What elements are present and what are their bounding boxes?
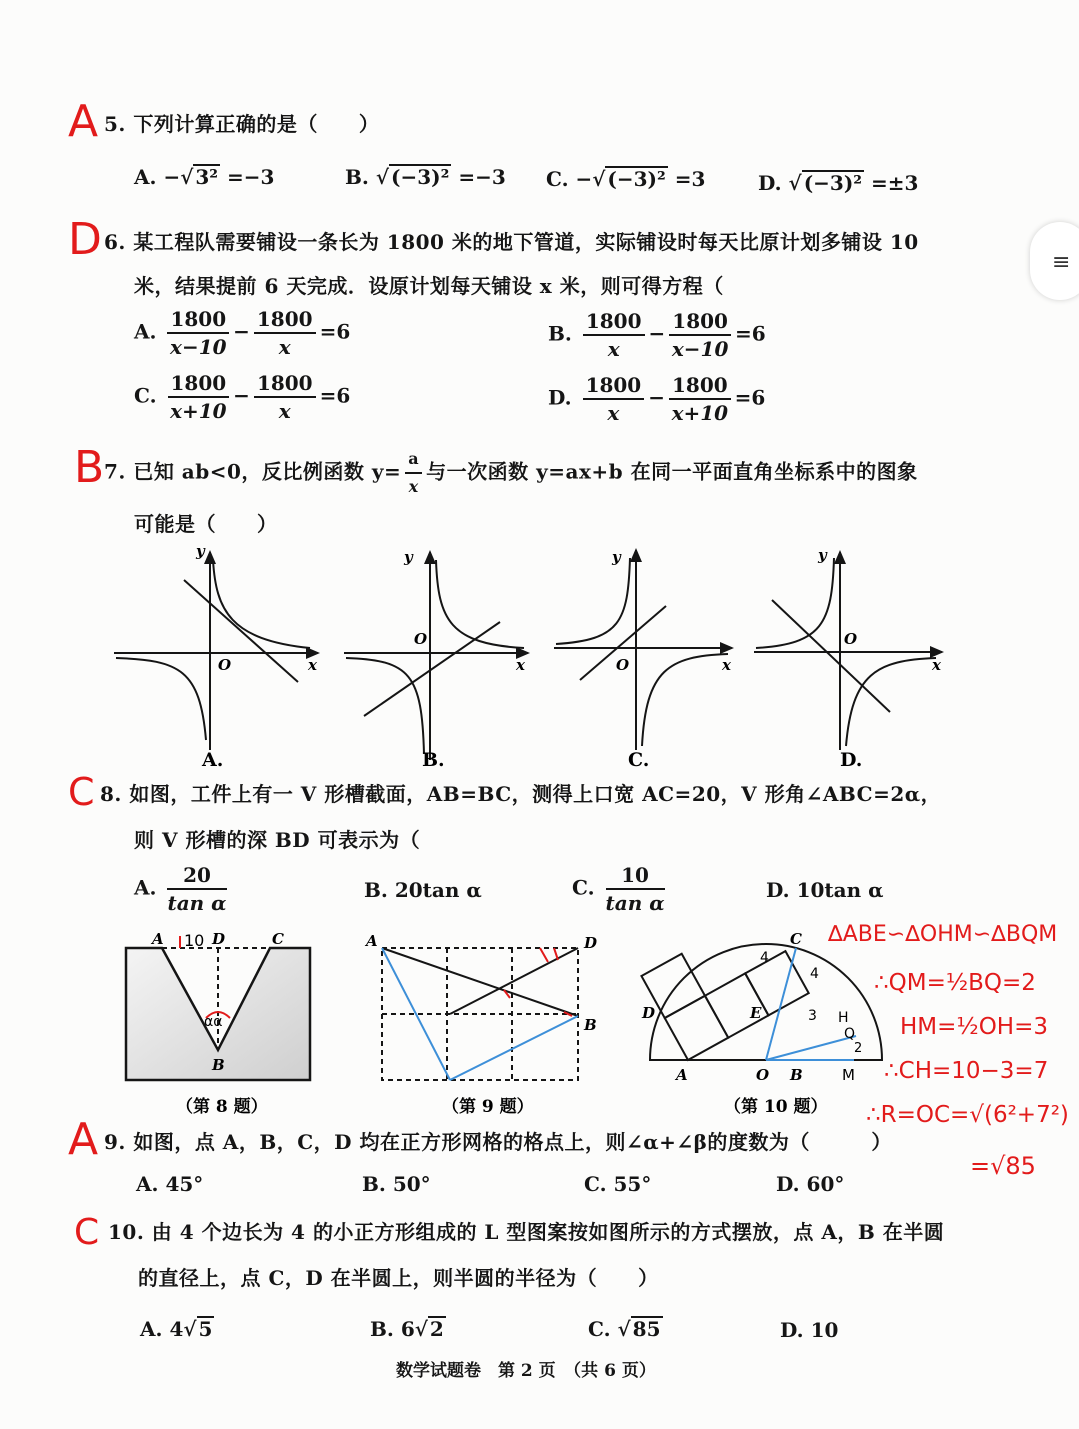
q6-line2: 米，结果提前 6 天完成．设原计划每天铺设 x 米，则可得方程（: [134, 274, 724, 298]
fig9-point-b: B: [584, 1016, 597, 1034]
q10-answer-mark: C: [74, 1212, 100, 1253]
fig10-point-d: D: [642, 1004, 656, 1022]
figure-9: [382, 948, 578, 1080]
q7-line2: 可能是（ ）: [134, 512, 278, 536]
q10-option-b: B. 6√ 2: [370, 1317, 444, 1341]
graph-d-x-label: x: [932, 656, 941, 674]
fig8-note-alpha: αα: [204, 1014, 223, 1030]
figures-row: [110, 926, 900, 1122]
q9-option-d: D. 60°: [776, 1172, 845, 1196]
fig8-point-d: D: [212, 930, 226, 948]
fig9-point-d: D: [584, 934, 598, 952]
graph-d-origin: O: [844, 630, 858, 648]
q6-line1: 6. 某工程队需要铺设一条长为 1800 米的地下管道，实际铺设时每天比原计划多铺设 10: [104, 230, 919, 254]
graph-c: [554, 550, 732, 750]
fig9-caption: （第 9 题）: [442, 1097, 534, 1117]
fig10-point-c: C: [790, 930, 802, 948]
graph-b-y-label: y: [404, 548, 413, 566]
fig10-note-2: 2: [854, 1041, 863, 1056]
q5-option-a: A. −√ 3² =−3: [134, 165, 275, 189]
graph-b-x-label: x: [516, 656, 525, 674]
q10-line2: 的直径上，点 C，D 在半圆上，则半圆的半径为（ ）: [138, 1266, 659, 1290]
q8-option-c: C. $\frac{10}{\text{tan α}}$: [572, 863, 665, 915]
graph-d-label: D.: [840, 749, 863, 771]
graph-a-label: A.: [202, 749, 224, 771]
q9-option-c: C. 55°: [584, 1172, 652, 1196]
fig10-point-o: O: [756, 1066, 770, 1084]
fig10-point-a: A: [676, 1066, 688, 1084]
graph-a-x-label: x: [308, 656, 317, 674]
note-ch: ∴CH=10−3=7: [884, 1058, 1049, 1084]
fig8-point-b: B: [212, 1056, 225, 1074]
q9-stem: 9. 如图，点 A，B，C，D 均在正方形网格的格点上，则∠α+∠β的度数为（ ）: [104, 1130, 892, 1154]
q8-line2: 则 V 形槽的深 BD 可表示为（: [134, 828, 421, 852]
q5-stem: 5. 下列计算正确的是（ ）: [104, 112, 380, 136]
fig10-point-e: E: [750, 1004, 762, 1022]
fig8-caption: （第 8 题）: [176, 1097, 268, 1117]
graph-a: [114, 552, 318, 750]
graph-c-origin: O: [616, 656, 630, 674]
q6-option-b: B. $\frac{1800}{x}$ − $\frac{1800}{x-10}$ =6: [548, 309, 766, 361]
fig10-note-4b: 4: [810, 966, 819, 982]
q5-option-b: B. √ (−3)² =−3: [345, 165, 506, 189]
q5-option-c: C. −√ (−3)² =3: [546, 167, 706, 191]
q8-option-a: A. $\frac{20}{\text{tan α}}$: [134, 863, 227, 915]
fig10-point-b: B: [790, 1066, 803, 1084]
fig8-point-a: A: [152, 930, 164, 948]
q6-answer-mark: D: [68, 214, 102, 265]
q8-option-b: B. 20tan α: [364, 878, 482, 902]
fig10-note-4a: 4: [760, 950, 769, 966]
fig10-point-q: Q: [844, 1026, 856, 1042]
floating-menu-button[interactable]: [1030, 222, 1079, 300]
graph-c-y-label: y: [612, 548, 621, 566]
q6-option-a: A. $\frac{1800}{x-10}$ − $\frac{1800}{x}$ =6: [134, 307, 351, 359]
q7-stem: 7. 已知 ab<0，反比例函数 y= $\frac{a}{x}$ 与一次函数 y=ax+b 在同一平面直角坐标系中的图象: [104, 446, 918, 500]
fig8-note-10: 10: [184, 931, 205, 950]
page-footer: 数学试题卷 第 2 页 （共 6 页）: [396, 1361, 656, 1381]
graph-a-origin: O: [218, 656, 232, 674]
q7-answer-mark: B: [74, 442, 105, 493]
q5-option-d: D. √ (−3)² =±3: [758, 171, 919, 195]
q8-answer-mark: C: [68, 770, 95, 814]
graph-d-y-label: y: [818, 546, 827, 564]
q6-option-d: D. $\frac{1800}{x}$ − $\frac{1800}{x+10}$ =6: [548, 373, 766, 425]
graph-b: [344, 552, 528, 760]
graph-b-label: B.: [422, 749, 445, 771]
q9-option-b: B. 50°: [362, 1172, 431, 1196]
fig10-point-h: H: [838, 1010, 849, 1026]
q10-option-d: D. 10: [780, 1318, 839, 1342]
fig9-point-a: A: [366, 932, 378, 950]
note-radius: ∴R=OC=√(6²+7²): [866, 1102, 1069, 1128]
fig10-note-3: 3: [808, 1008, 817, 1024]
note-qm: ∴QM=½BQ=2: [874, 970, 1036, 996]
graph-c-label: C.: [628, 749, 650, 771]
q10-line1: 10. 由 4 个边长为 4 的小正方形组成的 L 型图案按如图所示的方式摆放，点 A，B 在半圆: [108, 1220, 945, 1244]
graph-c-x-label: x: [722, 656, 731, 674]
q9-option-a: A. 45°: [136, 1172, 204, 1196]
q7-graphs: [100, 540, 960, 780]
q10-option-a: A. 4√ 5: [140, 1317, 213, 1341]
fig10-caption: （第 10 题）: [724, 1097, 828, 1117]
note-hm: HM=½OH=3: [900, 1014, 1049, 1040]
q6-option-c: C. $\frac{1800}{x+10}$ − $\frac{1800}{x}$ =6: [134, 371, 351, 423]
fig10-point-m: M: [842, 1066, 855, 1084]
q10-option-c: C. √ 85: [588, 1317, 661, 1341]
q5-answer-mark: A: [68, 96, 99, 147]
graph-b-origin: O: [414, 630, 428, 648]
q8-option-d: D. 10tan α: [766, 878, 884, 902]
note-result: =√85: [970, 1152, 1036, 1180]
fig8-point-c: C: [272, 930, 284, 948]
graph-a-y-label: y: [196, 542, 205, 560]
note-similar-triangles: ∆ABE∽∆OHM∽∆BQM: [828, 922, 1058, 947]
menu-icon: ≡: [1052, 250, 1071, 275]
graph-d: [754, 552, 942, 750]
q8-line1: 8. 如图，工件上有一 V 形槽截面，AB=BC，测得上口宽 AC=20，V 形角∠ABC=2α，: [100, 782, 942, 806]
q9-answer-mark: A: [68, 1114, 99, 1165]
